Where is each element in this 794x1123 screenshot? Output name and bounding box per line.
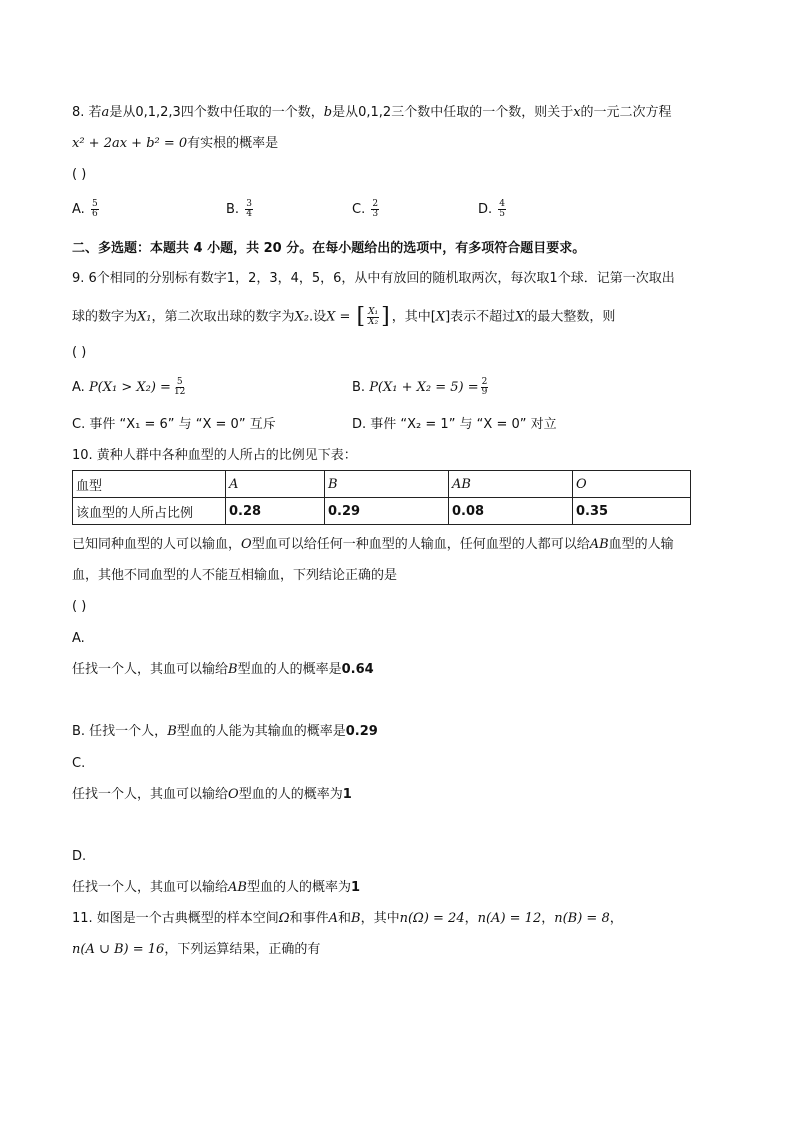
q8-line1 [72, 104, 672, 122]
frac-den: 9 [481, 387, 488, 397]
option-fraction [245, 200, 253, 219]
q10-text1 [72, 536, 674, 554]
q9-text: .设 [308, 309, 327, 325]
option-label: A. [72, 380, 89, 395]
frac-num: 2 [481, 377, 488, 387]
option-fraction [91, 200, 99, 219]
q10-option-c [72, 786, 352, 804]
separator: ， [541, 911, 555, 926]
var-AB: AB [589, 537, 609, 552]
option-label: C. [352, 202, 370, 217]
var-x: x [573, 105, 581, 120]
q8-option-b [226, 200, 255, 219]
table-cell: 该血型的人所占比例 [73, 498, 226, 525]
q9-text: 球的数字为 [72, 309, 138, 325]
table-cell: A [226, 471, 325, 498]
q10-text: 任找一个人，其血可以输给 [72, 880, 229, 895]
q10-option-a [72, 661, 374, 679]
q10-text: 型血的人的概率为 [246, 880, 351, 895]
var-O: O [228, 787, 239, 802]
table-cell: O [573, 471, 691, 498]
q10-text: 型血的人能为其输血的概率是 [176, 724, 346, 739]
table-cell: 0.35 [573, 498, 691, 525]
q8-equation: x² + 2ax + b² = 0 [72, 136, 188, 151]
q8-text: 是从0,1,2三个数中任取的一个数，则关于 [332, 105, 574, 120]
option-fraction [498, 200, 506, 219]
frac-num: 3 [246, 199, 252, 209]
separator: ， [609, 911, 623, 926]
frac-den: 3 [372, 209, 379, 219]
frac-num: 5 [176, 377, 183, 387]
q10-line1: 10. 黄种人群中各种血型的人所占的比例见下表： [72, 448, 357, 463]
q10-option-d-label: D. [72, 849, 87, 864]
q9-option-c: C. 事件 “X₁ = 6” 与 “X = 0” 互斥 [72, 417, 276, 432]
option-fraction [173, 378, 186, 397]
q9-text: ，其中[ [391, 309, 436, 325]
option-label: D. [478, 202, 497, 217]
q8-text: 是从0,1,2,3四个数中任取的一个数， [109, 105, 324, 120]
q8-option-c [352, 200, 381, 219]
q10-text: 型血可以给任何一种血型的人输血，任何血型的人都可以给 [251, 537, 590, 552]
q8-paren: ( ) [72, 167, 87, 182]
q9-line1: 9. 6个相同的分别标有数字1，2，3，4，5，6，从中有放回的随机取两次，每次取1个球．记第一次取出 [72, 271, 675, 286]
q11-line1 [72, 910, 623, 928]
var-b: b [323, 105, 333, 120]
section-heading: 二、多选题：本题共 4 小题，共 20 分。在每小题给出的选项中，有多项符合题目要求。 [72, 241, 586, 256]
q8-option-a [72, 200, 101, 219]
option-fraction [481, 378, 489, 397]
option-label: B. [352, 380, 370, 395]
blood-type-table [72, 470, 691, 525]
var-B: B [228, 662, 238, 677]
q10-text2: 血，其他不同血型的人不能互相输血，下列结论正确的是 [72, 568, 398, 583]
q10-option-d [72, 879, 360, 897]
var-x2: X₂ [294, 309, 309, 325]
n-omega: n(Ω) = 24 [399, 911, 465, 926]
frac-den: 5 [499, 209, 506, 219]
table-cell: 0.08 [449, 498, 573, 525]
q8-text: 8. 若 [72, 105, 102, 120]
q10-text: 血型的人输 [608, 537, 674, 552]
var-AB: AB [228, 880, 247, 895]
q10-text: 型血的人的概率为 [238, 787, 343, 802]
q9-text: ，第二次取出球的数字为 [151, 309, 295, 325]
option-fraction [371, 200, 379, 219]
q10-option-a-label: A. [72, 631, 85, 646]
frac-num: X₁ [368, 306, 379, 317]
q10-text: 任找一个人，其血可以输给 [72, 787, 229, 802]
table-cell: AB [449, 471, 573, 498]
value: 0.64 [341, 662, 374, 677]
var-X: X [435, 309, 446, 325]
var-B: B [351, 911, 361, 926]
q9-text: ]表示不超过 [445, 309, 516, 325]
table-row [73, 498, 691, 525]
var-X: X [515, 309, 525, 325]
q11-text: ，其中 [360, 911, 400, 926]
n-A: n(A) = 12 [477, 911, 542, 926]
option-label: A. [72, 202, 89, 217]
frac-den: 6 [91, 209, 98, 219]
q11-text: 11. 如图是一个古典概型的样本空间 [72, 911, 279, 926]
frac-den: 12 [173, 387, 186, 397]
option-expr: P(X₁ + X₂ = 5) = [369, 380, 479, 395]
frac-num: 5 [91, 199, 98, 209]
var-omega: Ω [278, 911, 290, 926]
q10-text: 任找一个人，其血可以输给 [72, 662, 229, 677]
var-A: A [328, 911, 338, 926]
q10-option-c-label: C. [72, 756, 86, 771]
frac-num: 4 [499, 199, 506, 209]
table-cell: 0.29 [325, 498, 449, 525]
q10-option-b [72, 723, 378, 741]
option-expr: P(X₁ > X₂) = [88, 380, 171, 395]
q11-text: 和 [338, 911, 352, 926]
q9-option-b [352, 378, 490, 397]
q9-option-a [72, 378, 188, 397]
q10-paren: ( ) [72, 599, 87, 614]
var-x-eq: X = [326, 309, 351, 325]
q9-paren: ( ) [72, 345, 87, 360]
q9-line2 [72, 306, 615, 328]
table-cell: B [325, 471, 449, 498]
table-cell: 0.28 [226, 498, 325, 525]
q11-text: 和事件 [289, 911, 329, 926]
var-B: B [167, 724, 177, 739]
q8-line2 [72, 135, 278, 153]
var-x1: X₁ [137, 309, 152, 325]
q11-line2 [72, 941, 320, 959]
table-cell: 血型 [73, 471, 226, 498]
floor-bracket: [ $\frac{\text{X₁}}{\text{X₂}}$ ] [356, 304, 390, 329]
n-union: n(A ∪ B) = 16 [72, 942, 165, 957]
frac-den: X₂ [368, 316, 379, 327]
q8-text: 的一元二次方程 [580, 105, 672, 120]
value: 0.29 [345, 724, 378, 739]
separator: ， [464, 911, 478, 926]
n-B: n(B) = 8 [554, 911, 610, 926]
value: 1 [342, 787, 352, 802]
q9-option-d: D. 事件 “X₂ = 1” 与 “X = 0” 对立 [352, 417, 557, 432]
frac-den: 4 [246, 209, 252, 219]
value: 1 [350, 880, 361, 895]
q8-option-d [478, 200, 508, 219]
q10-text: 已知同种血型的人可以输血， [72, 537, 242, 552]
q11-text: ，下列运算结果，正确的有 [164, 942, 321, 957]
frac-num: 2 [372, 199, 379, 209]
q8-text: 有实根的概率是 [187, 136, 279, 151]
q10-text: 型血的人的概率是 [237, 662, 342, 677]
var-O: O [241, 537, 252, 552]
q10-text: B. 任找一个人， [72, 724, 168, 739]
var-a: a [101, 105, 110, 120]
q9-text: 的最大整数，则 [524, 309, 616, 325]
option-label: B. [226, 202, 244, 217]
table-row [73, 471, 691, 498]
